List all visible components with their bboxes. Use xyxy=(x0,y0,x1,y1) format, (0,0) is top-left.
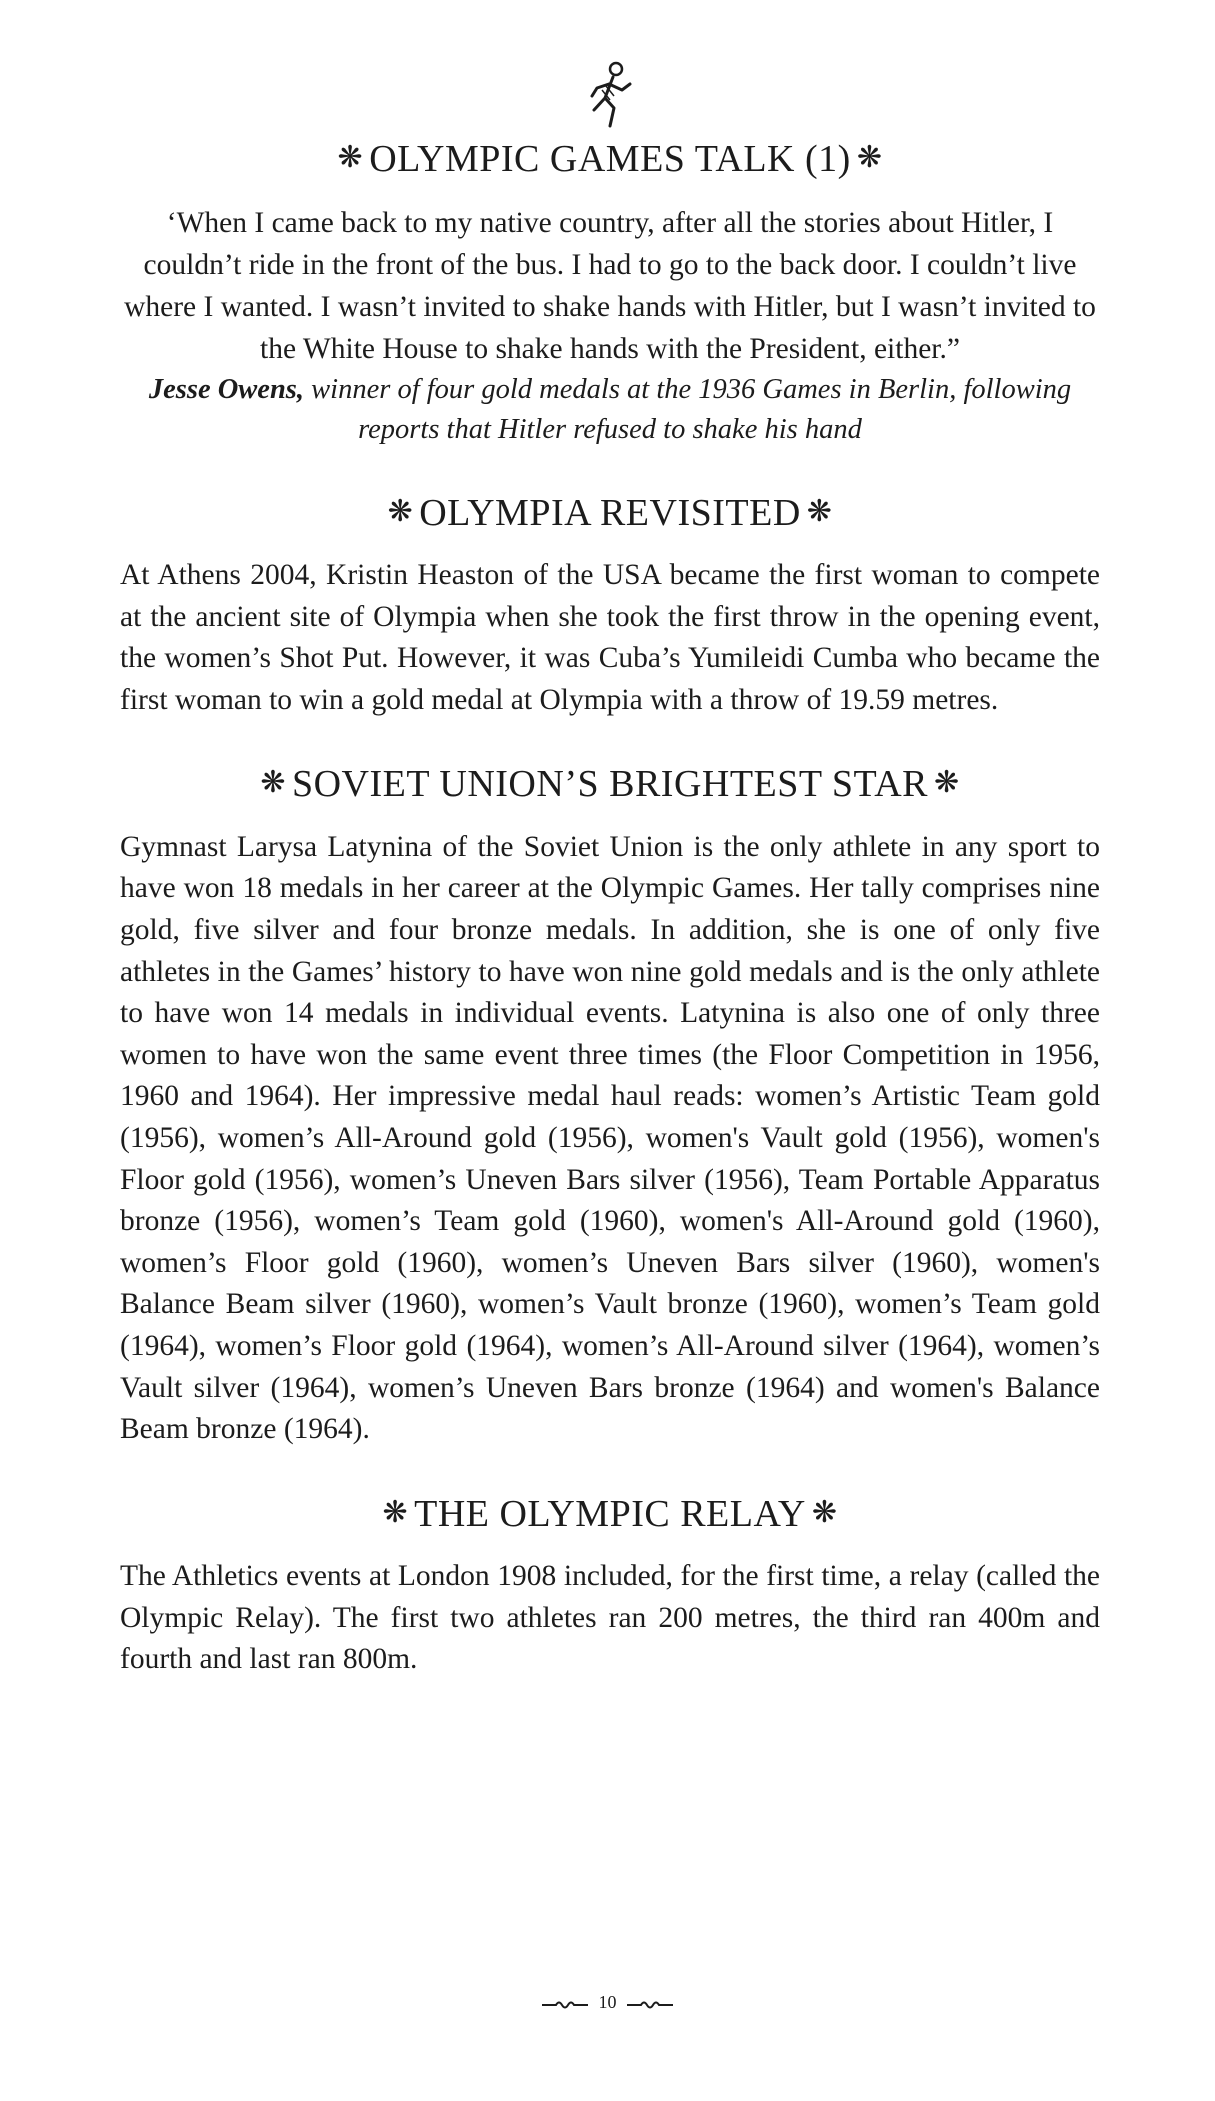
ornament-icon: ❋ xyxy=(856,141,883,174)
ornament-icon: ❋ xyxy=(337,141,364,174)
section-body: The Athletics events at London 1908 included, for the first time, a relay (called the Olympic Relay). The first two athletes ran 200 metres, the third ran 400m and fourth and last ran 800m. xyxy=(120,1560,1100,1676)
ornament-icon: ❋ xyxy=(387,494,414,528)
section-soviet-star xyxy=(120,761,1100,1450)
owens-quote: ‘When I came back to my native country, after all the stories about Hitler, I couldn’t ride in the front of the bus. I had to go to the back door. I couldn’t live where I wanted. I wasn’t invited to shake hands with Hitler, but I wasn’t invited to the White House to shake hands with the President, either.” xyxy=(124,206,1096,365)
book-page xyxy=(120,60,1100,1681)
section-title-soviet-star: ❋ SOVIET UNION’S BRIGHTEST STAR ❋ xyxy=(260,763,960,806)
squiggle-right-icon xyxy=(627,1999,673,2009)
page-folio xyxy=(0,1992,1215,2013)
ornament-icon: ❋ xyxy=(811,1495,838,1529)
runner-icon xyxy=(580,60,640,132)
section-title-olympia-revisited: ❋ OLYMPIA REVISITED ❋ xyxy=(387,491,833,534)
section-title-olympic-relay: ❋ THE OLYMPIC RELAY ❋ xyxy=(382,1492,838,1535)
section-title-olympic-games-talk: ❋ OLYMPIC GAMES TALK (1) ❋ xyxy=(337,138,883,180)
squiggle-left-icon xyxy=(542,1999,588,2009)
ornament-icon: ❋ xyxy=(806,494,833,528)
section-body: At Athens 2004, Kristin Heaston of the USA became the first woman to compete at the ancient site of Olympia when she took the first throw in the opening event, the women’s Shot Put. However, it was Cuba’s Yumileidi Cumba who became the first woman to win a gold medal at Olympia with a throw of 19.59 metres. xyxy=(120,559,1100,716)
section-olympia-revisited xyxy=(120,490,1100,722)
section-olympic-relay xyxy=(120,1491,1100,1681)
attribution-name: Jesse Owens, xyxy=(148,373,305,405)
ornament-icon: ❋ xyxy=(934,766,960,800)
attribution-text: winner of four gold medals at the 1936 Games in Berlin, following reports that Hitler refused to shake his hand xyxy=(311,373,1072,445)
ornament-icon: ❋ xyxy=(260,766,286,800)
section-body: Gymnast Larysa Latynina of the Soviet Union is the only athlete in any sport to have won 18 medals in her career at the Olympic Games. Her tally comprises nine gold, five silver and four bronze medals. In addition, she is one of only five athletes in the Games’ history to have won nine gold medals and is the only athlete to have won 14 medals in individual events. Latynina is also one of only three women to have won the same event three times (the Floor Competition in 1956, 1960 and 1964). Her impressive medal haul reads: women’s Artistic Team gold (1956), women’s All-Around gold (1956), women's Vault gold (1956), women's Floor gold (1956), women’s Uneven Bars silver (1956), Team Portable Apparatus bronze (1956), women’s Team gold (1960), women's All-Around gold (1960), women’s Floor gold (1960), women’s Uneven Bars silver (1960), women's Balance Beam silver (1960), women’s Vault bronze (1960), women’s Team gold (1964), women’s Floor gold (1964), women’s All-Around silver (1964), women’s Vault silver (1964), women’s Uneven Bars bronze (1964) and women's Balance Beam bronze (1964). xyxy=(120,830,1100,1446)
quote-attribution xyxy=(120,370,1100,450)
page-number: 10 xyxy=(598,1992,617,2012)
ornament-icon: ❋ xyxy=(382,1495,409,1529)
